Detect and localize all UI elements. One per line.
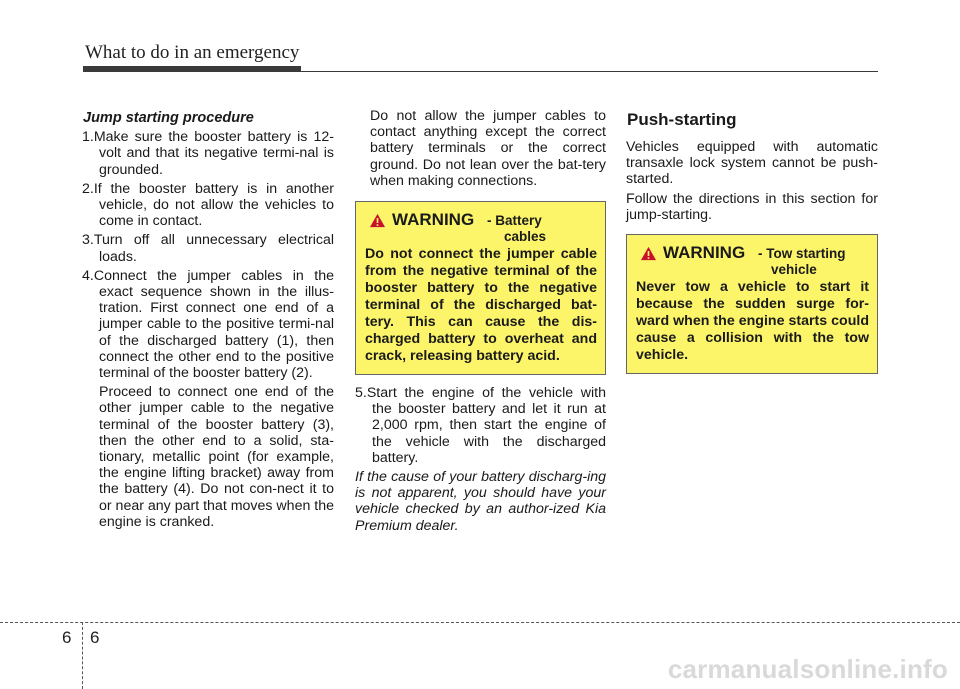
warning-subtitle-line2: cables [504, 229, 547, 245]
column-1 [82, 108, 334, 533]
step-2 [82, 181, 334, 230]
step-5 [355, 385, 606, 466]
step-number: 2. [82, 180, 94, 197]
push-starting-heading: Push-starting [627, 110, 737, 129]
warning-label: WARNING [663, 243, 746, 263]
dealer-note: If the cause of your battery discharg-ing is not apparent, you should have your vehicle checked by an author-ized Kia Premium dealer. [355, 469, 606, 534]
push-start-paragraph-1: Vehicles equipped with automatic transaxle lock system cannot be push-started. [626, 139, 878, 188]
warning-body: Do not connect the jumper cable from the negative terminal of the booster battery to the negative terminal of the discharged bat-tery. This can cause the dis-charged battery to overheat and crack, releasing battery acid. [365, 246, 597, 365]
header-rule [83, 71, 878, 72]
jump-starting-heading: Jump starting procedure [83, 110, 254, 126]
step-number: 1. [82, 129, 94, 146]
column-2 [355, 108, 606, 534]
step-text: Turn off all unnecessary electrical loads. [93, 232, 334, 265]
step-3 [82, 232, 334, 264]
step-text: Connect the jumper cables in the exact sequence shown in the illus-tration. First connect one end of a jumper cable to the positive termi-nal of the discharged battery (1), then connect the other end to the positive terminal of the booster battery (2). [93, 267, 334, 382]
step-1 [82, 129, 334, 178]
page-header-title: What to do in an emergency [85, 42, 300, 63]
cable-contact-paragraph: Do not allow the jumper cables to contact anything except the correct battery terminals or the correct ground. Do not lean over the bat-tery when making connections. [370, 108, 606, 189]
step-number: 5. [355, 385, 367, 402]
page-number: 6 [90, 628, 100, 647]
warning-subtitle-line1: - Battery [487, 213, 542, 229]
warning-body: Never tow a vehicle to start it because the sudden surge for-ward when the engine starts could cause a collision with the tow vehicle. [636, 279, 869, 364]
step-4-continued: Proceed to connect one end of the other jumper cable to the negative terminal of the booster battery (3), then the other end to a solid, sta-tionary, metallic point (for example, the engine lifting bracket) away from the battery (4). Do not con-nect it to or near any part that moves when the engine is cranked. [99, 384, 335, 530]
warning-battery-cables [355, 201, 606, 375]
step-text: Start the engine of the vehicle with the booster battery and let it run at 2,000 rpm, then start the engine of the vehicle with the discharged battery. [366, 385, 606, 466]
step-text: Make sure the booster battery is 12-volt and that its negative termi-nal is grounded. [93, 129, 334, 178]
watermark: carmanualsonline.info [667, 654, 948, 684]
footer-rule [0, 622, 960, 623]
step-4 [82, 268, 334, 381]
chapter-number: 6 [62, 628, 72, 647]
step-text: If the booster battery is in another vehicle, do not allow the vehicles to come in contact. [93, 180, 334, 230]
warning-triangle-icon [369, 213, 386, 228]
push-start-paragraph-2: Follow the directions in this section for jump-starting. [626, 190, 878, 223]
warning-label: WARNING [392, 210, 475, 230]
warning-tow-starting [626, 234, 878, 374]
step-number: 4. [82, 267, 94, 284]
warning-triangle-icon [640, 246, 657, 261]
step-number: 3. [82, 232, 94, 249]
warning-subtitle-line1: - Tow starting [758, 246, 846, 262]
column-3 [626, 108, 878, 374]
warning-subtitle-line2: vehicle [771, 262, 817, 278]
footer-divider [82, 622, 83, 689]
